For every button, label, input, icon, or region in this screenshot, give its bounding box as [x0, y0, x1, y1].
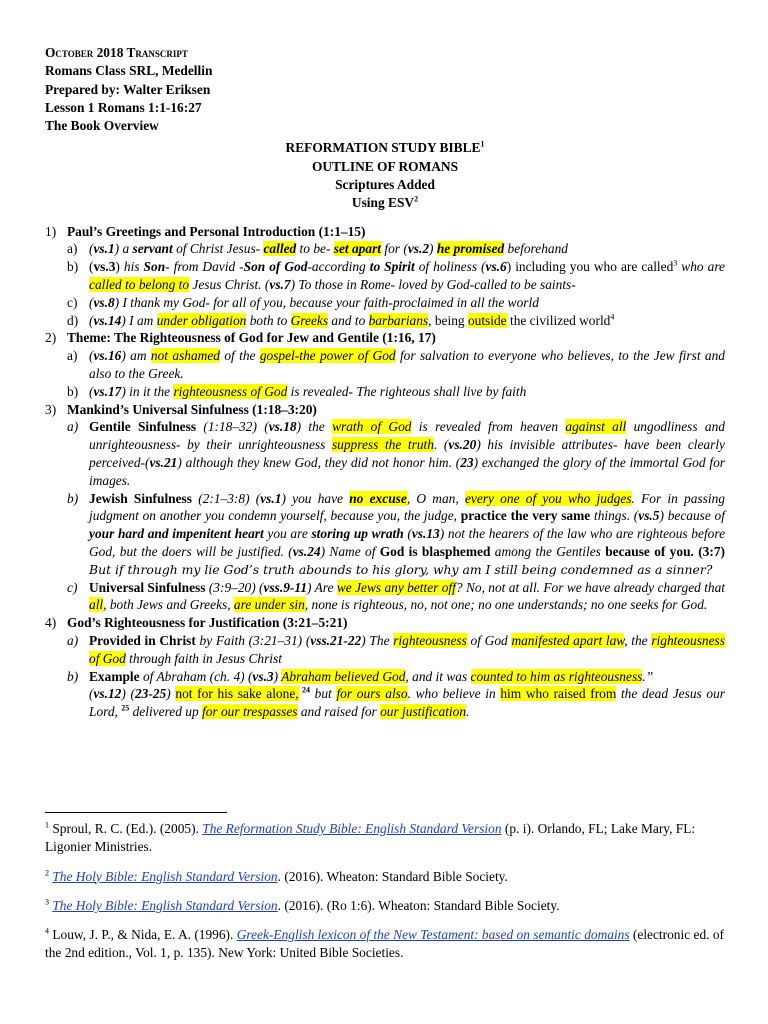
footnote-separator [45, 812, 227, 813]
highlight: no excuse [349, 490, 407, 506]
citation-link[interactable]: Greek-English lexicon of the New Testament: based on semantic domains [236, 927, 630, 943]
header-block [45, 44, 725, 135]
footnote-ref[interactable]: 3 [673, 258, 678, 268]
highlight: against all [565, 419, 627, 435]
highlight: every one of you who judges [464, 490, 632, 506]
highlight: not for his sake alone, [175, 686, 299, 702]
highlight: barbarians [368, 312, 429, 328]
sub-item-3c: c) Universal Sinfulness (3:9–20) (vss.9-11) Are we Jews any better off? No, not at all. For we have already charged that all, both Jews and Greeks, are under sin, none is righteous, no, not one; no one understands; no one seeks for God. [67, 579, 726, 613]
footnote-3: $^3$ The Holy Bible: English Standard Version. (2016). (Ro 1:6). Wheaton: Standard Bible Society. [45, 897, 560, 913]
footnote-ref[interactable]: 2 [414, 194, 419, 204]
highlight: called to belong to [89, 277, 190, 293]
document-title [45, 139, 725, 212]
lesson-title: Lesson 1 Romans 1:1-16:27 [45, 99, 202, 115]
highlight: we Jews any better off [336, 579, 456, 595]
section-heading: Mankind’s Universal Sinfulness (1:18–3:20) [67, 401, 317, 417]
highlight: called [263, 241, 297, 257]
document-page [45, 44, 725, 721]
citation-link[interactable]: The Holy Bible: English Standard Version [52, 868, 278, 884]
section-number: 2) [45, 330, 57, 346]
section-heading: God’s Righteousness for Justification (3:21–5:21) [67, 615, 348, 631]
prepared-by: Prepared by: Walter Eriksen [45, 81, 211, 97]
highlight: manifested apart law [511, 633, 625, 648]
section-heading: Paul’s Greetings and Personal Introduction (1:1–15) [67, 223, 366, 239]
class-name: Romans Class SRL, Medellin [45, 63, 213, 79]
outline-section-1 [45, 223, 725, 330]
highlight: counted to him as righteousness [470, 668, 643, 684]
highlight: him who raised from [500, 686, 617, 702]
sub-list [67, 418, 725, 614]
highlight: our justification [380, 704, 467, 720]
outline-section-4 [45, 614, 725, 721]
outline-section-2 [45, 329, 725, 400]
outline-list [45, 223, 725, 721]
sub-item-3a: a) Gentile Sinfulness (1:18–32) (vs.18) the wrath of God is revealed from heaven against all ungodliness and unrighteousness- by their unrighteousness suppress the truth. (vs.20) his invisible attributes- have been clearly perceived-(vs.21) although they knew God, they did not honor him. (23) exchanged the glory of the immortal God for images. [67, 419, 726, 488]
title-line-1: REFORMATION STUDY BIBLE$^1$ [285, 140, 485, 156]
sub-item-2a: a) (vs.16) am not ashamed of the gospel-the power of God for salvation to everyone who believes, to the Jew first and also to the Greek. [67, 348, 725, 382]
title-line-4: Using ESV$^2$ [351, 194, 419, 211]
section-number: 1) [45, 223, 57, 239]
highlight: not ashamed [150, 348, 220, 364]
sub-item-4b: b) Example of Abraham (ch. 4) (vs.3) Abraham believed God, and it was counted to him as righteousness.” (vs.12) (23-25) not for his sake alone, $^{24}$ but for ours also. who believe in him who raised from the dead Jesus our Lord, $^{25}$ delivered up for our trespasses and raised for our justification. [67, 668, 726, 720]
footnote-2: $^2$ The Holy Bible: English Standard Version. (2016). Wheaton: Standard Bible Society. [45, 868, 508, 884]
highlight: for our trespasses [202, 704, 298, 720]
highlight: set apart [333, 241, 382, 257]
sub-item-2b: b) (vs.17) in it the righteousness of God is revealed- The righteous shall live by faith [67, 383, 527, 399]
highlight: Greeks [290, 312, 329, 328]
section-number: 4) [45, 615, 57, 631]
highlight: for ours also [336, 686, 408, 702]
highlight: wrath of God [332, 419, 412, 435]
footnote-ref[interactable]: 4 [610, 312, 615, 322]
highlight: all [89, 597, 104, 613]
highlight: Abraham believed God [281, 668, 406, 684]
outline-section-3 [45, 401, 725, 615]
footnote-ref[interactable]: 1 [480, 140, 485, 150]
citation-link[interactable]: The Reformation Study Bible: English Standard Version [202, 821, 502, 836]
sub-item-1d: d) (vs.14) I am under obligation both to Greeks and to barbarians, being outside the civilized world$^4$ [67, 312, 615, 328]
transcript-date: October 2018 Transcript [45, 45, 188, 60]
sub-item-3b: b) Jewish Sinfulness (2:1–3:8) (vs.1) you have no excuse, O man, every one of you who judges. For in passing judgment on another you condemn yourself, because you, the judge, practice the very same things. (vs.5) because of your hard and impenitent heart you are storing up wrath (vs.13) not the hearers of the law who are righteous before God, but the doers will be justified. (vs.24) Name of God is blasphemed among the Gentiles because of you. (3:7) But if through my lie God’s truth abounds to his glory, why am I still being condemned as a sinner? [67, 490, 726, 577]
footnotes [45, 820, 725, 974]
title-line-3: Scriptures Added [335, 177, 435, 193]
highlight: righteousness of God [89, 633, 725, 666]
highlight: he promised [436, 241, 505, 257]
highlight: outside [467, 312, 507, 328]
sub-item-1b: b) (vs.3) his Son- from David -Son of God-according to Spirit of holiness (vs.6) including you who are called$^3$ who are called to belong to Jesus Christ. (vs.7) To those in Rome- loved by God-called to be saints- [67, 258, 725, 293]
highlight: righteousness [393, 633, 467, 648]
sub-item-4a: a) Provided in Christ by Faith (3:21–31) (vss.21-22) The righteousness of God manifested apart law, the righteousness of God through faith in Jesus Christ [67, 633, 725, 666]
sub-item-1a: a) (vs.1) a servant of Christ Jesus- called to be- set apart for (vs.2) he promised beforehand [67, 241, 568, 257]
title-line-2: OUTLINE OF ROMANS [311, 158, 459, 174]
highlight: righteousness of God [173, 383, 288, 399]
citation-link[interactable]: The Holy Bible: English Standard Version [52, 897, 278, 913]
sub-list [67, 347, 725, 400]
highlight: suppress the truth [331, 437, 434, 453]
highlight: under obligation [156, 312, 247, 328]
sub-item-1c: c) (vs.8) I thank my God- for all of you, because your faith-proclaimed in all the world [67, 294, 539, 310]
footnote-1: $^1$ Sproul, R. C. (Ed.). (2005). The Reformation Study Bible: English Standard Version (p. i). Orlando, FL; Lake Mary, FL: Ligonier Ministries. [45, 820, 696, 855]
section-number: 3) [45, 401, 57, 417]
highlight: gospel-the power of God [259, 348, 396, 364]
footnote-4: $^4$ Louw, J. P., & Nida, E. A. (1996). Greek-English lexicon of the New Testament: based on semantic domains (electronic ed. of the 2nd edition., Vol. 1, p. 135). New York: United Bible Societies. [45, 926, 725, 961]
section-heading: Theme: The Righteousness of God for Jew and Gentile (1:16, 17) [67, 330, 436, 346]
sub-list [67, 632, 725, 721]
highlight: are under sin [233, 597, 305, 613]
lesson-subtitle: The Book Overview [45, 118, 159, 134]
sub-list [67, 240, 725, 329]
